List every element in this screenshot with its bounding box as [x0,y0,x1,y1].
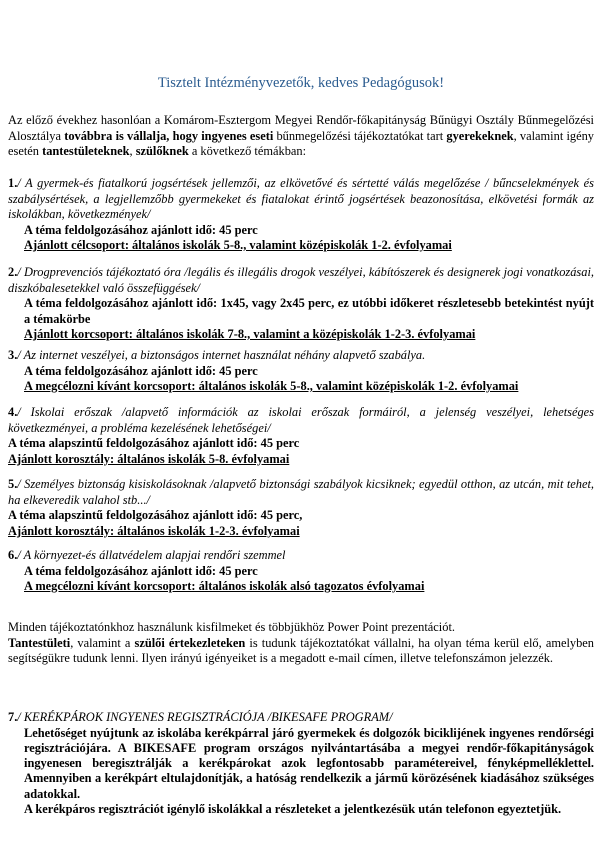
topic-description-text: / Az internet veszélyei, a biztonságos internet használat néhány alapvető szabálya. [17,348,426,362]
topic-description-text: / Személyes biztonság kisiskolásoknak /alapvető biztonsági szabályok kicsiknek; egyedül otthon, az utcán, mit tehet, ha elkeveredik valahol stb.../ [8,477,594,507]
topic-title-text: / KERÉKPÁROK INGYENES REGISZTRÁCIÓJA /BIKESAFE PROGRAM/ [17,710,393,724]
topic-number: 2. [8,265,18,279]
outro-bold-2: szülői értekezleteken [134,635,246,650]
intro-text-2: bűnmegelőzési tájékoztatókat tart [273,128,447,143]
topic-number: 1. [8,176,18,190]
intro-paragraph [8,113,594,160]
intro-text-4: , [129,144,136,158]
intro-bold-4: szülőknek [135,144,189,158]
intro-text-1: Az előző évekhez hasonlóan a Komárom-Esztergom Megyei Rendőr-főkapitányság Bűnügyi Osztály Bűnmegelőzési Alosztálya [8,113,594,143]
topic-description [8,348,594,364]
topic-time: A téma feldolgozásához ajánlott idő: 1x45, vagy 2x45 perc, ez utóbbi időkeret részletesebb betekintést nyújt a témakörbe [24,296,594,326]
topic-description [8,477,594,508]
intro-bold-2: gyerekeknek [446,128,514,143]
intro-bold-3: tantestületeknek [42,144,130,158]
topic-description-text: / Drogprevenciós tájékoztató óra /legális és illegális drogok veszélyei, kábítószerek és designerek jogi vonatkozásai, diszkóbalesetekkel való összefüggések/ [8,265,594,295]
topic-time: A téma feldolgozásához ajánlott idő: 45 perc [24,563,258,578]
topic-item-2 [8,265,594,343]
topic-description-text: / A környezet-és állatvédelem alapjai rendőri szemmel [17,548,286,562]
topic-description [8,548,594,564]
topic-item-5 [8,477,594,539]
topic-time: A téma feldolgozásához ajánlott idő: 45 perc [24,222,258,237]
topic-target: Ajánlott korosztály: általános iskolák 1-2-3. évfolyamai [8,523,300,538]
topic-number: 5. [8,477,18,491]
intro-bold-1: továbbra is vállalja, hogy ingyenes eseti [64,128,274,143]
outro-line-2 [8,636,594,667]
page-title: Tisztelt Intézményvezetők, kedves Pedagógusok! [157,75,445,91]
topic-description [8,176,594,223]
topic-item-1 [8,176,594,254]
topic-description-text: / A gyermek-és fiatalkorú jogsértések jellemzői, az elkövetővé és sértetté válás megelőzése / bűncselekmények és szabálysértések, a legjellemzőbb gyermekeket és fiatalokat érintő jogsértések beazonosítása, elkövetési formák az iskolákban, következmények/ [8,176,594,221]
topic-item-6 [8,548,594,595]
outro-paragraph [8,620,594,667]
topic-description [8,265,594,296]
topic-item-3 [8,348,594,395]
topic-paragraph-1: Lehetőséget nyújtunk az iskolába kerékpárral járó gyermekek és dolgozók biciklijének ingyenes rendőrségi regisztrációjára. A BIKESAFE program országos nyilvántartásába a megyei rendőr-főkapitányságok ingyenesen beregisztrálják a kerékpárokat azok legfontosabb paramétereivel, fényképmelléklettel. Amennyiben a kerékpárt eltulajdonítják, a hatóság rendelkezik a jármű körözésének kiadásához szükséges adatokkal. [24,725,594,801]
topic-target: A megcélozni kívánt korcsoport: általános iskolák 5-8., valamint középiskolák 1-2. évfolyamai [24,379,519,393]
topic-description [8,405,594,436]
intro-text-3: , valamint igény esetén [8,128,594,158]
topic-number: 7. [8,710,18,724]
outro-line-1: Minden tájékoztatónkhoz használunk kisfilmeket és többjükhöz Power Point prezentációt. [8,620,455,634]
topic-number: 6. [8,548,18,562]
topic-item-7 [8,710,594,817]
topic-time: A téma alapszintű feldolgozásához ajánlott idő: 45 perc, [8,508,303,522]
topic-number: 4. [8,405,18,419]
topic-description-text: / Iskolai erőszak /alapvető információk az iskolai erőszak formáiról, a jelenség veszélyei, lehetséges következményei, a probléma kezelésének lehetőségei/ [8,405,594,435]
topic-item-4 [8,405,594,467]
topic-target: Ajánlott korcsoport: általános iskolák 7-8., valamint a középiskolák 1-2-3. évfolyamai [24,327,476,341]
outro-bold-1: Tantestületi [8,635,71,650]
intro-text-5: a következő témákban: [188,144,307,158]
topic-title [8,710,594,726]
topic-time: A téma alapszintű feldolgozásához ajánlott idő: 45 perc [8,436,300,450]
topic-number: 3. [8,348,18,362]
topic-target: A megcélozni kívánt korcsoport: általános iskolák alsó tagozatos évfolyamai [24,579,425,593]
topic-time: A téma feldolgozásához ajánlott idő: 45 perc [24,363,258,378]
outro-text-1: , valamint a [70,635,135,650]
outro-text-2: is tudunk tájékoztatókat vállalni, ha olyan téma kerül elő, amelyben segítségükre tudunk lenni. Ilyen irányú igényeiket is a megadott e-mail címen, illetve telefonszámon jelezzék. [8,635,594,665]
topic-paragraph-2: A kerékpáros regisztrációt igénylő iskolákkal a részleteket a jelentkezésük után telefonon egyeztetjük. [24,801,562,816]
topic-target: Ajánlott célcsoport: általános iskolák 5-8., valamint középiskolák 1-2. évfolyamai [24,238,452,252]
topic-target: Ajánlott korosztály: általános iskolák 5-8. évfolyamai [8,451,290,466]
